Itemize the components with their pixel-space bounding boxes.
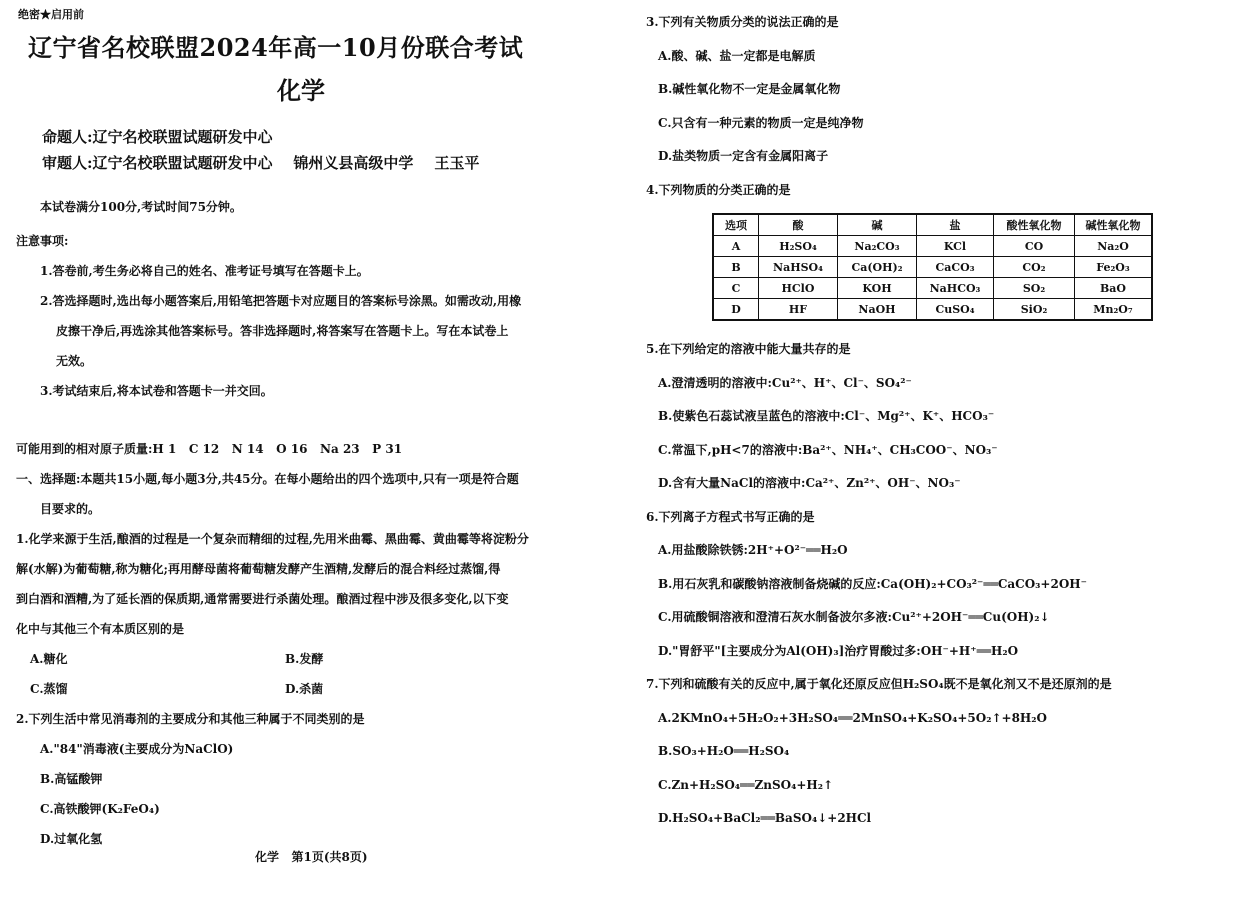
table-cell: A bbox=[713, 236, 759, 257]
table-header-cell: 酸 bbox=[759, 214, 838, 236]
page-footer: 化学 第1页(共8页) bbox=[255, 850, 368, 864]
table-cell: D bbox=[713, 299, 759, 321]
q3-option-b: B.碱性氧化物不一定是金属氧化物 bbox=[658, 82, 841, 96]
note-2-line2: 皮擦干净后,再选涂其他答案标号。答非选择题时,将答案写在答题卡上。写在本试卷上 bbox=[56, 324, 509, 338]
exam-info: 本试卷满分100分,考试时间75分钟。 bbox=[40, 200, 242, 214]
table-cell: Na₂CO₃ bbox=[838, 236, 917, 257]
q6-option-d: D."胃舒平"[主要成分为Al(OH)₃]治疗胃酸过多:OH⁻+H⁺══H₂O bbox=[658, 643, 1019, 658]
table-cell: HClO bbox=[759, 278, 838, 299]
q1-options-row1 bbox=[30, 644, 586, 674]
q5-option-c: C.常温下,pH<7的溶液中:Ba²⁺、NH₄⁺、CH₃COO⁻、NO₃⁻ bbox=[658, 442, 998, 457]
table-cell: H₂SO₄ bbox=[759, 236, 838, 257]
q1-stem-line4: 化中与其他三个有本质区别的是 bbox=[16, 622, 185, 636]
atomic-mass-line: 可能用到的相对原子质量:H 1 C 12 N 14 O 16 Na 23 P 31 bbox=[16, 442, 403, 456]
q4-classification-table bbox=[712, 213, 1153, 321]
section1-line2: 目要求的。 bbox=[40, 502, 101, 516]
q1-option-b: B.发酵 bbox=[285, 652, 324, 666]
q5-stem: 5.在下列给定的溶液中能大量共存的是 bbox=[646, 342, 851, 356]
table-cell: NaHSO₄ bbox=[759, 257, 838, 278]
secret-label: 绝密★启用前 bbox=[18, 8, 84, 21]
q7-option-d: D.H₂SO₄+BaCl₂══BaSO₄↓+2HCl bbox=[658, 811, 872, 825]
table-row bbox=[713, 257, 1152, 278]
table-cell: KCl bbox=[917, 236, 994, 257]
q5-option-a: A.澄清透明的溶液中:Cu²⁺、H⁺、Cl⁻、SO₄²⁻ bbox=[658, 375, 912, 390]
q2-option-c: C.高铁酸钾(K₂FeO₄) bbox=[40, 802, 160, 816]
table-cell: C bbox=[713, 278, 759, 299]
q6-option-c: C.用硫酸铜溶液和澄清石灰水制备波尔多液:Cu²⁺+2OH⁻══Cu(OH)₂↓ bbox=[658, 610, 1050, 624]
note-2-line3: 无效。 bbox=[56, 354, 93, 368]
q1-option-c: C.蒸馏 bbox=[30, 682, 68, 696]
table-row bbox=[713, 299, 1152, 321]
q7-stem: 7.下列和硫酸有关的反应中,属于氧化还原反应但H₂SO₄既不是氧化剂又不是还原剂的是 bbox=[646, 677, 1112, 691]
table-row bbox=[713, 278, 1152, 299]
q1-option-a: A.糖化 bbox=[30, 652, 68, 666]
table-cell: SO₂ bbox=[994, 278, 1075, 299]
table-cell: CuSO₄ bbox=[917, 299, 994, 321]
subject-title: 化学 bbox=[277, 76, 325, 105]
table-header-cell: 选项 bbox=[713, 214, 759, 236]
table-cell: CaCO₃ bbox=[917, 257, 994, 278]
table-cell: CO bbox=[994, 236, 1075, 257]
table-cell: NaHCO₃ bbox=[917, 278, 994, 299]
q7-option-b: B.SO₃+H₂O══H₂SO₄ bbox=[658, 744, 790, 758]
q6-stem: 6.下列离子方程式书写正确的是 bbox=[646, 509, 815, 524]
q7-option-c: C.Zn+H₂SO₄══ZnSO₄+H₂↑ bbox=[658, 777, 834, 792]
table-cell: NaOH bbox=[838, 299, 917, 321]
right-column bbox=[646, 6, 1236, 836]
q3-option-d: D.盐类物质一定含有金属阳离子 bbox=[658, 149, 829, 163]
q2-option-b: B.高锰酸钾 bbox=[40, 772, 103, 786]
table-cell: B bbox=[713, 257, 759, 278]
note-3: 3.考试结束后,将本试卷和答题卡一并交回。 bbox=[40, 384, 273, 398]
author-line: 命题人:辽宁名校联盟试题研发中心 bbox=[42, 128, 273, 146]
left-column bbox=[16, 6, 586, 854]
q4-stem: 4.下列物质的分类正确的是 bbox=[646, 182, 791, 197]
table-row bbox=[713, 236, 1152, 257]
table-header-cell: 盐 bbox=[917, 214, 994, 236]
q6-option-a: A.用盐酸除铁锈:2H⁺+O²⁻══H₂O bbox=[658, 543, 848, 557]
q3-option-a: A.酸、碱、盐一定都是电解质 bbox=[658, 48, 816, 63]
q1-stem-line2: 解(水解)为葡萄糖,称为糖化;再用酵母菌将葡萄糖发酵产生酒精,发酵后的混合料经过蒸馏,得 bbox=[16, 562, 501, 576]
table-cell: Mn₂O₇ bbox=[1075, 299, 1153, 321]
q5-option-d: D.含有大量NaCl的溶液中:Ca²⁺、Zn²⁺、OH⁻、NO₃⁻ bbox=[658, 476, 961, 490]
reviewer-line: 审题人:辽宁名校联盟试题研发中心 锦州义县高级中学 王玉平 bbox=[42, 154, 480, 172]
q3-option-c: C.只含有一种元素的物质一定是纯净物 bbox=[658, 115, 864, 130]
q1-stem-line1: 1.化学来源于生活,酿酒的过程是一个复杂而精细的过程,先用米曲霉、黑曲霉、黄曲霉等将淀粉分 bbox=[16, 532, 529, 546]
table-header-row bbox=[713, 214, 1152, 236]
table-cell: Ca(OH)₂ bbox=[838, 257, 917, 278]
q5-option-b: B.使紫色石蕊试液呈蓝色的溶液中:Cl⁻、Mg²⁺、K⁺、HCO₃⁻ bbox=[658, 409, 995, 423]
q2-stem: 2.下列生活中常见消毒剂的主要成分和其他三种属于不同类别的是 bbox=[16, 712, 365, 726]
q7-option-a: A.2KMnO₄+5H₂O₂+3H₂SO₄══2MnSO₄+K₂SO₄+5O₂↑+8H₂O bbox=[658, 710, 1047, 725]
section1-line1: 一、选择题:本题共15小题,每小题3分,共45分。在每小题给出的四个选项中,只有一项是符合题 bbox=[16, 472, 519, 486]
table-cell: Fe₂O₃ bbox=[1075, 257, 1153, 278]
q2-option-a: A."84"消毒液(主要成分为NaClO) bbox=[40, 742, 234, 756]
q2-option-d: D.过氧化氢 bbox=[40, 832, 103, 846]
note-1: 1.答卷前,考生务必将自己的姓名、准考证号填写在答题卡上。 bbox=[40, 264, 369, 278]
q1-stem-line3: 到白酒和酒糟,为了延长酒的保质期,通常需要进行杀菌处理。酿酒过程中涉及很多变化,以下变 bbox=[16, 592, 509, 606]
table-header-cell: 酸性氧化物 bbox=[994, 214, 1075, 236]
table-cell: BaO bbox=[1075, 278, 1153, 299]
table-cell: HF bbox=[759, 299, 838, 321]
exam-title: 辽宁省名校联盟2024年高一10月份联合考试 bbox=[28, 33, 524, 62]
q3-stem: 3.下列有关物质分类的说法正确的是 bbox=[646, 15, 839, 29]
q1-options-row2 bbox=[30, 674, 586, 704]
notes-heading: 注意事项: bbox=[16, 234, 69, 248]
table-header-cell: 碱性氧化物 bbox=[1075, 214, 1153, 236]
table-cell: KOH bbox=[838, 278, 917, 299]
q6-option-b: B.用石灰乳和碳酸钠溶液制备烧碱的反应:Ca(OH)₂+CO₃²⁻══CaCO₃+2OH⁻ bbox=[658, 576, 1087, 591]
table-cell: Na₂O bbox=[1075, 236, 1153, 257]
table-cell: SiO₂ bbox=[994, 299, 1075, 321]
q1-option-d: D.杀菌 bbox=[285, 682, 324, 696]
authors-block bbox=[42, 124, 586, 176]
table-cell: CO₂ bbox=[994, 257, 1075, 278]
table-header-cell: 碱 bbox=[838, 214, 917, 236]
note-2-line1: 2.答选择题时,选出每小题答案后,用铅笔把答题卡对应题目的答案标号涂黑。如需改动,用橡 bbox=[40, 294, 522, 308]
